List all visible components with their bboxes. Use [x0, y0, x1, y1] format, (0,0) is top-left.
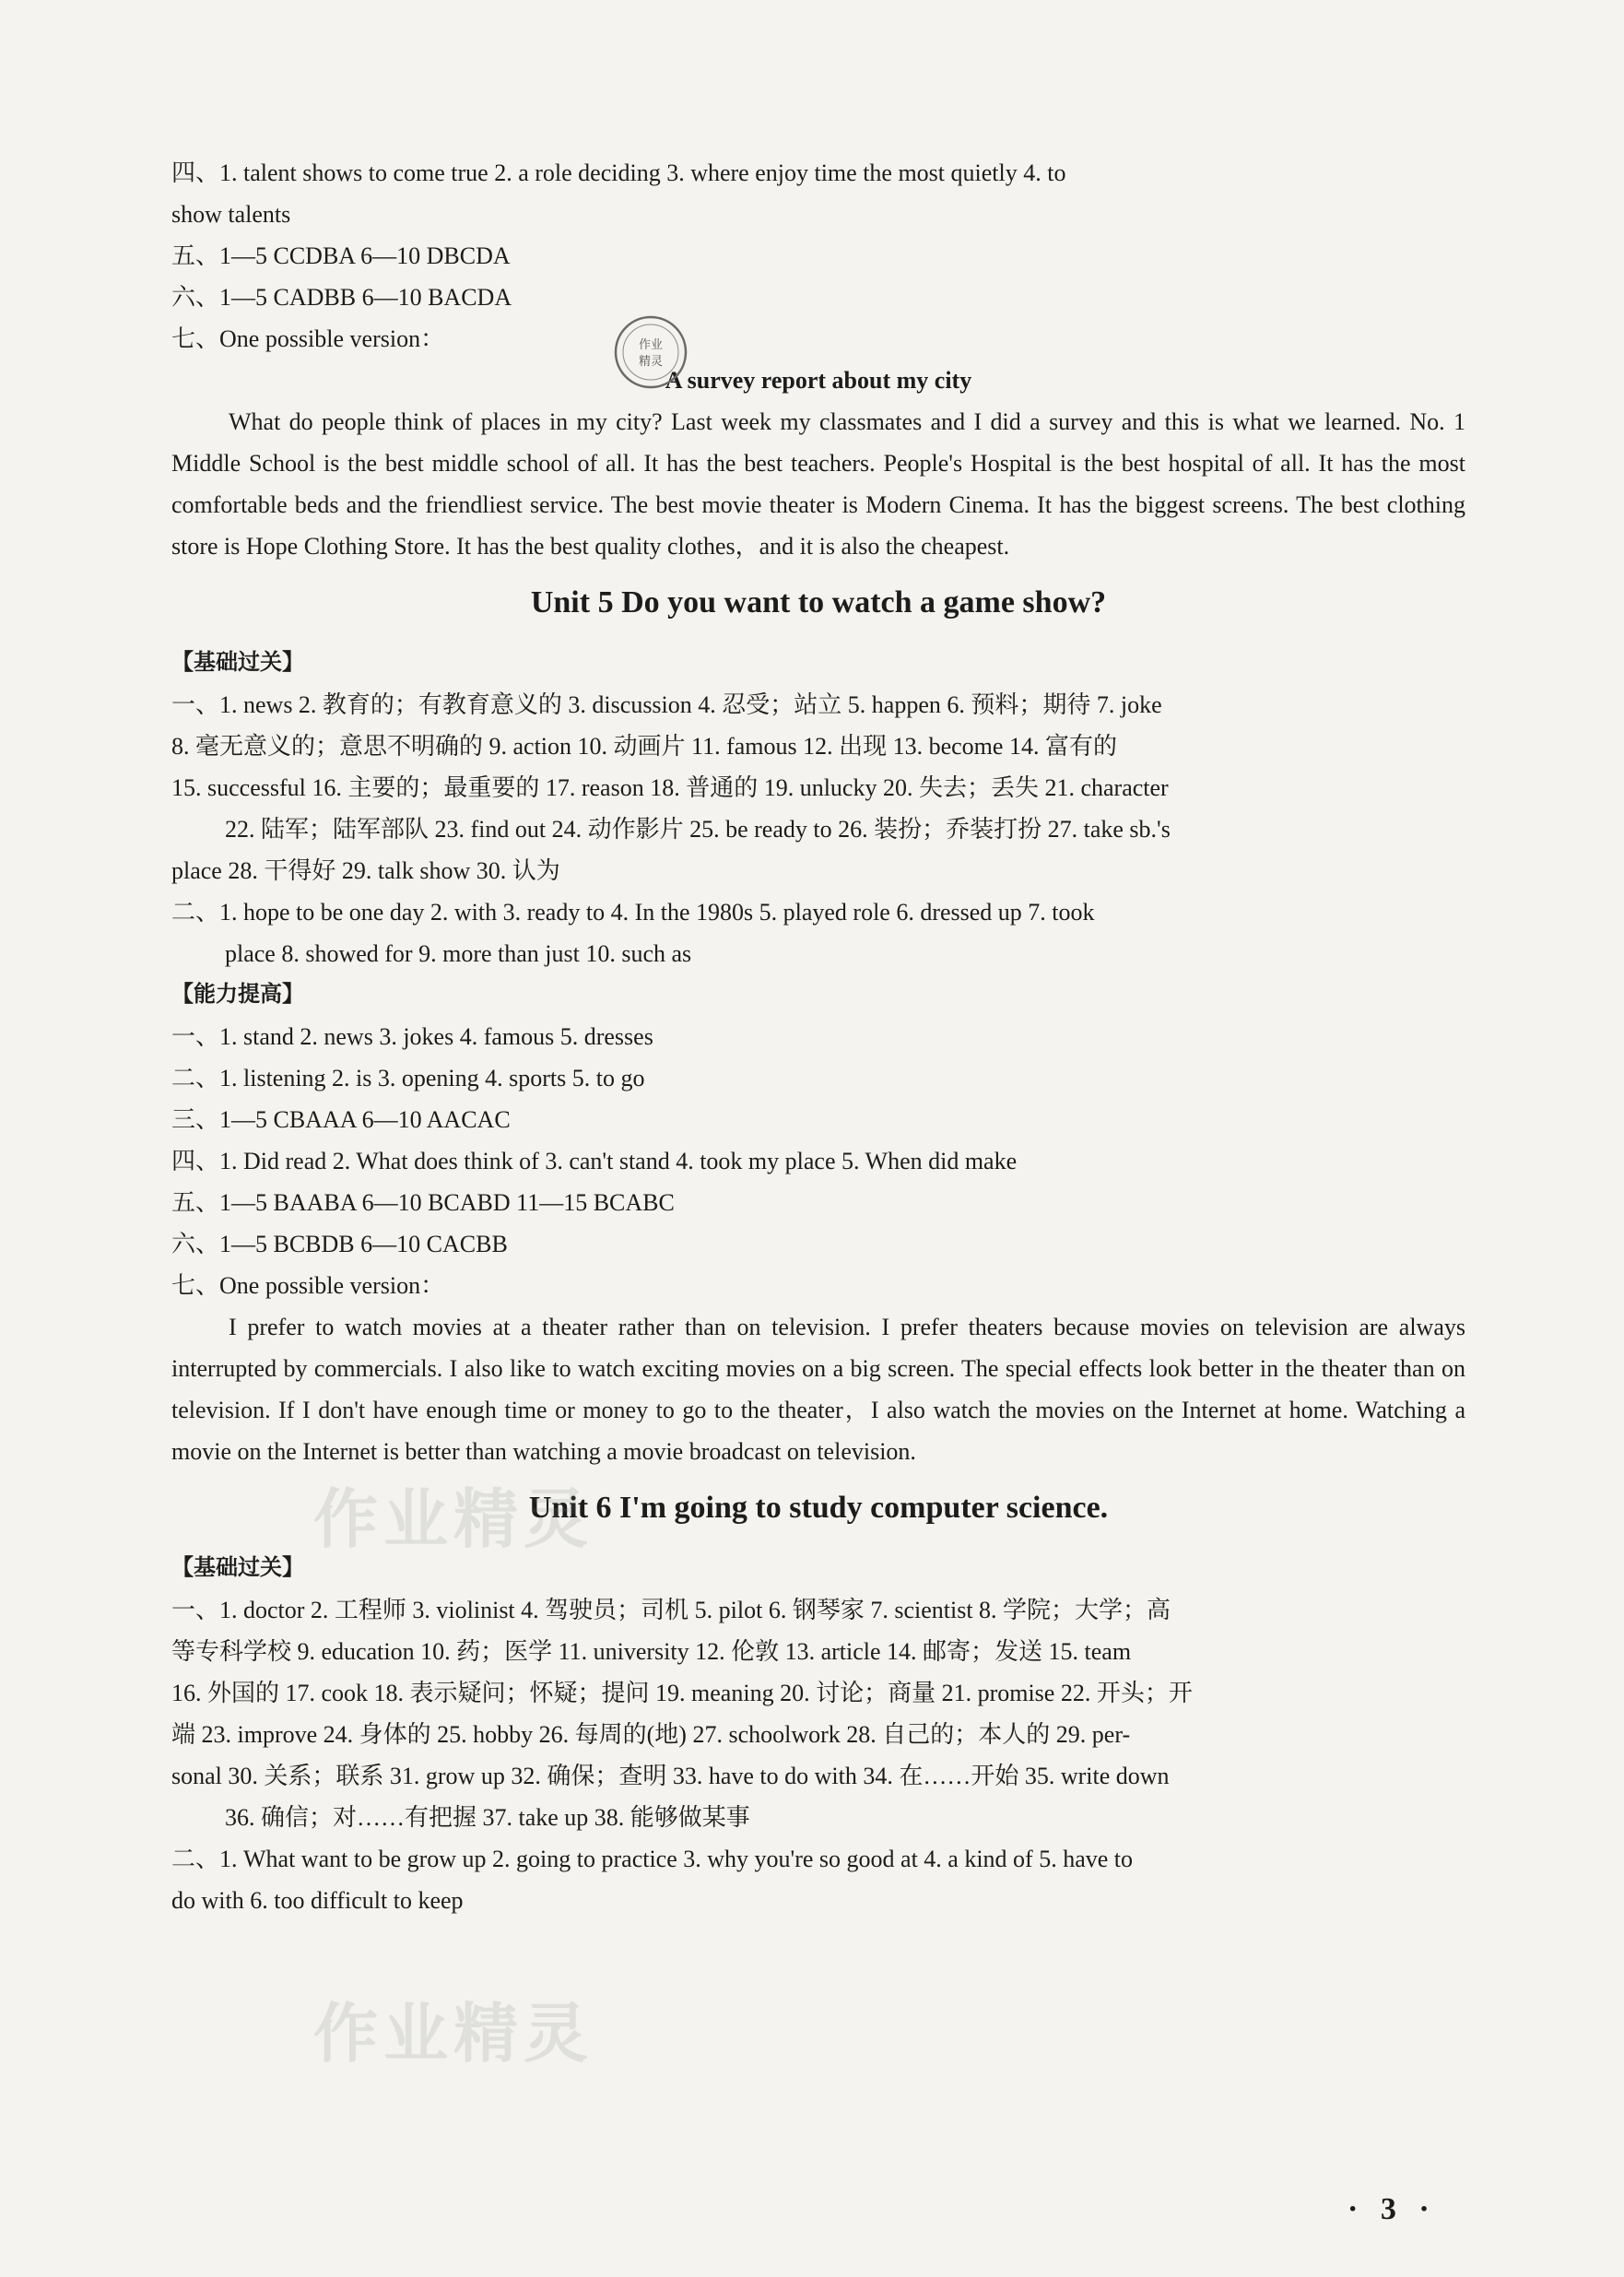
answer-line: 15. successful 16. 主要的；最重要的 17. reason 18. 普通的 19. unlucky 20. 失去；丢失 21. character [171, 774, 1169, 801]
answer-line: 七、One possible version： [171, 325, 445, 352]
svg-text:作业: 作业 [638, 338, 664, 352]
answer-line: 四、1. Did read 2. What does think of 3. can't stand 4. took my place 5. When did make [171, 1148, 1018, 1174]
answer-line: 36. 确信；对……有把握 37. take up 38. 能够做某事 [225, 1804, 750, 1831]
answer-line: 五、1—5 CCDBA 6—10 DBCDA [171, 242, 511, 269]
answer-line: 一、1. news 2. 教育的；有教育意义的 3. discussion 4. 忍受；站立 5. happen 6. 预料；期待 7. joke [171, 691, 1162, 718]
answer-line: 三、1—5 CBAAA 6—10 AACAC [171, 1106, 511, 1133]
section-label-basic: 【基础过关】 [171, 651, 304, 675]
answer-line: 二、1. hope to be one day 2. with 3. ready to 4. In the 1980s 5. played role 6. dressed up 7. took [171, 899, 1095, 926]
svg-text:精灵: 精灵 [638, 355, 664, 369]
watermark-text: 作业精灵 [313, 1485, 594, 1556]
answer-line: place 28. 干得好 29. talk show 30. 认为 [171, 857, 560, 884]
unit-5-title: Unit 5 Do you want to watch a game show? [530, 585, 1107, 619]
section-label-basic: 【基础过关】 [171, 1556, 304, 1580]
unit-6-title: Unit 6 I'm going to study computer science. [528, 1491, 1109, 1525]
watermark-text: 作业精灵 [313, 2000, 594, 2071]
answer-line: 五、1—5 BAABA 6—10 BCABD 11—15 BCABC [171, 1189, 675, 1216]
essay-title: A survey report about my city [665, 367, 972, 394]
stamp-logo [610, 312, 691, 393]
answer-line: 22. 陆军；陆军部队 23. find out 24. 动作影片 25. be ready to 26. 装扮；乔装打扮 27. take sb.'s [225, 816, 1171, 843]
answer-line: 四、1. talent shows to come true 2. a role deciding 3. where enjoy time the most quietly 4. to [171, 159, 1066, 186]
answer-line: 二、1. What want to be grow up 2. going to practice 3. why you're so good at 4. a kind of 5. have to [171, 1846, 1134, 1872]
answer-line: 端 23. improve 24. 身体的 25. hobby 26. 每周的(地) 27. schoolwork 28. 自己的；本人的 29. per- [171, 1721, 1131, 1748]
essay-paragraph: What do people think of places in my city? Last week my classmates and I did a survey and this is what we learned. No. 1 Middle School is the best middle school of all. It has the best teachers. People's Hospital is the best hospital of all. It has the most comfortable beds and the friendliest service. The best movie theater is Modern Cinema. It has the biggest screens. The best clothing store is Hope Clothing Store. It has the best quality clothes，and it is also the cheapest. [171, 408, 1465, 560]
answer-line: 一、1. stand 2. news 3. jokes 4. famous 5. dresses [171, 1023, 653, 1050]
answer-line: show talents [171, 201, 291, 228]
answer-line: 16. 外国的 17. cook 18. 表示疑问；怀疑；提问 19. meaning 20. 讨论；商量 21. promise 22. 开头；开 [171, 1680, 1193, 1706]
answer-line: 等专科学校 9. education 10. 药；医学 11. university 12. 伦敦 13. article 14. 邮寄；发送 15. team [171, 1638, 1132, 1665]
answer-line: do with 6. too difficult to keep [171, 1887, 464, 1914]
page-content [171, 152, 1465, 1921]
essay-paragraph: I prefer to watch movies at a theater rather than on television. I prefer theaters because movies on television are always interrupted by commercials. I also like to watch exciting movies on a big screen. The special effects look better in the theater than on television. If I don't have enough time or money to go to the theater，I also watch the movies on the Internet at home. Watching a movie on the Internet is better than watching a movie broadcast on television. [171, 1314, 1465, 1465]
answer-line: 二、1. listening 2. is 3. opening 4. sports 5. to go [171, 1065, 645, 1091]
answer-line: 六、1—5 BCBDB 6—10 CACBB [171, 1231, 508, 1257]
page-number: · 3 · [1347, 2192, 1437, 2226]
section-label-improve: 【能力提高】 [171, 983, 304, 1007]
answer-line: place 8. showed for 9. more than just 10. such as [225, 940, 692, 967]
answer-line: 七、One possible version： [171, 1272, 445, 1299]
answer-line: sonal 30. 关系；联系 31. grow up 32. 确保；查明 33. have to do with 34. 在……开始 35. write down [171, 1763, 1170, 1789]
answer-line: 8. 毫无意义的；意思不明确的 9. action 10. 动画片 11. famous 12. 出现 13. become 14. 富有的 [171, 733, 1117, 760]
answer-line: 一、1. doctor 2. 工程师 3. violinist 4. 驾驶员；司机 5. pilot 6. 钢琴家 7. scientist 8. 学院；大学；高 [171, 1597, 1171, 1623]
answer-line: 六、1—5 CADBB 6—10 BACDA [171, 284, 512, 311]
